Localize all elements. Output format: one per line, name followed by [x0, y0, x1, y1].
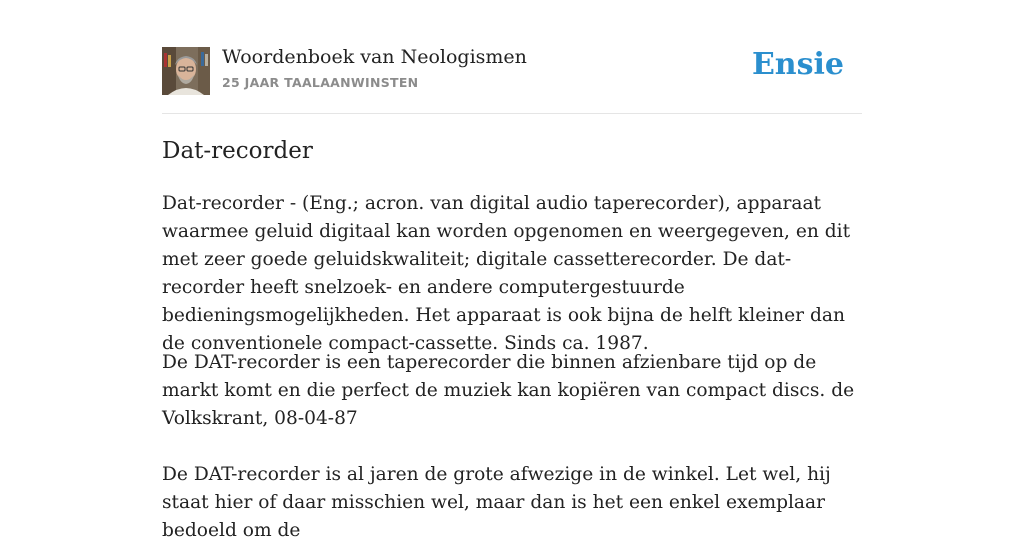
page-container [162, 0, 862, 541]
entry-definition: Dat-recorder - (Eng.; acron. van digital audio taperecorder), apparaat waarmee geluid digitaal kan worden opgenomen en weergegeven, en dit met zeer goede geluidskwaliteit; digitale cassetterecorder. De dat-recorder heeft snelzoek- en andere computergestuurde bedieningsmogelijkheden. Het apparaat is ook bijna de helft kleiner dan de conventionele compact-cassette. Sinds ca. 1987. [162, 193, 851, 354]
site-title[interactable]: Woordenboek van Neologismen [222, 46, 527, 68]
author-avatar-icon [162, 47, 210, 95]
entry-example-1: De DAT-recorder is een taperecorder die binnen afzienbare tijd op de markt komt en die perfect de muziek kan kopiëren van compact discs. de Volkskrant, 08-04-87 [162, 352, 855, 429]
entry-title: Dat-recorder [162, 138, 313, 164]
brand-logo-link[interactable]: Ensie [751, 47, 844, 82]
entry-example-2: De DAT-recorder is al jaren de grote afwezige in de winkel. Let wel, hij staat hier of daar misschien wel, maar dan is het een enkel exemplaar bedoeld om de [162, 464, 831, 541]
site-header [162, 0, 862, 114]
avatar[interactable] [162, 47, 210, 95]
site-subtitle: 25 JAAR TAALAANWINSTEN [222, 75, 419, 90]
